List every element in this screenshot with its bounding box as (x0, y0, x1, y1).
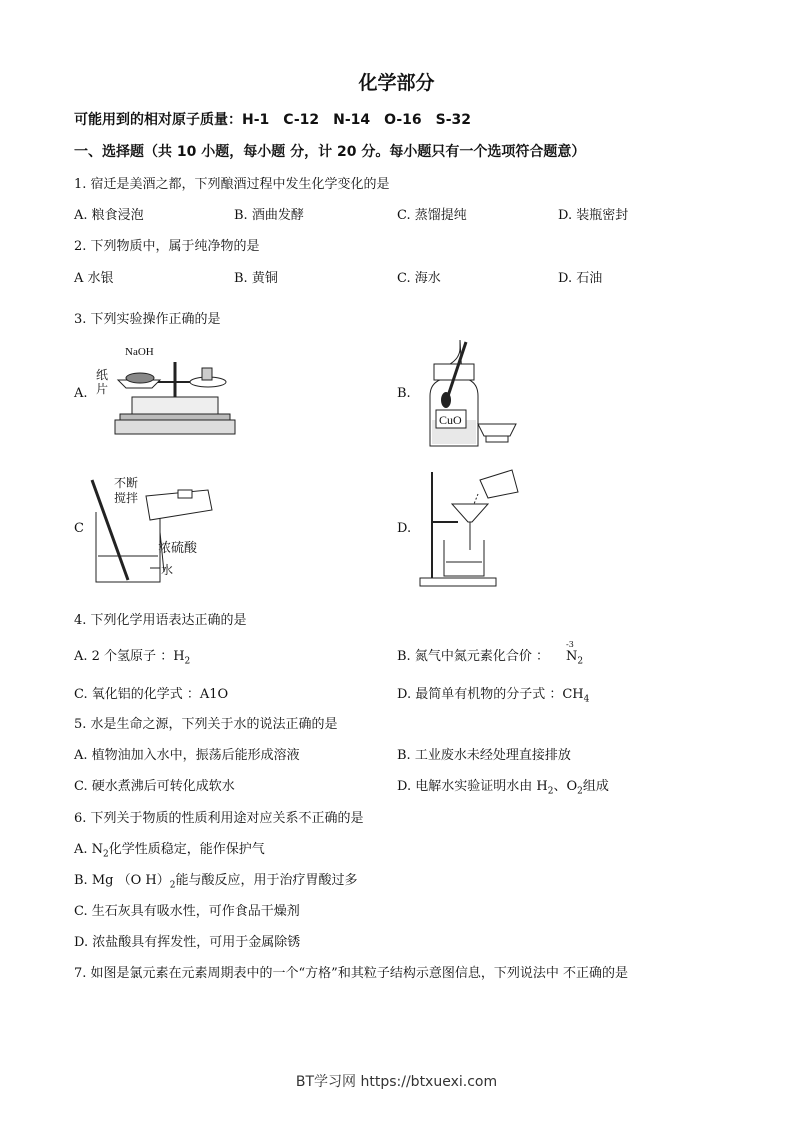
q4-option-b-valence: -3 (566, 640, 574, 649)
q1-option-a: A. 粮食浸泡 (74, 208, 144, 223)
q4-option-d: D. 最简单有机物的分子式 ：$CH_4$ (397, 687, 590, 705)
stir-label-1: 不断 (114, 476, 139, 490)
question-5: 5. 水是生命之源，下列关于水的说法正确的是 (74, 717, 338, 732)
question-4: 4. 下列化学用语表达正确的是 (74, 613, 247, 628)
q1-option-c: C. 蒸馏提纯 (397, 208, 467, 223)
q1-option-b: B. 酒曲发酵 (234, 208, 304, 223)
q3-option-c: C (74, 521, 84, 536)
q3-option-b: B. (397, 386, 411, 401)
atomic-masses: 可能用到的相对原子质量：H-1 C-12 N-14 O-16 S-32 (74, 112, 471, 128)
cuo-label: CuO (439, 413, 462, 427)
question-6: 6. 下列关于物质的性质利用途对应关系不正确的是 (74, 811, 364, 826)
q5-option-d: D. 电解水实验证明水由 $H_2$、$O_2$组成 (397, 779, 609, 797)
question-3: 3. 下列实验操作正确的是 (74, 312, 221, 327)
water-label: 水 (161, 563, 174, 577)
q2-option-a: A 水银 (74, 271, 114, 286)
question-2: 2. 下列物质中，属于纯净物的是 (74, 239, 260, 254)
page-title: 化学部分 (358, 72, 435, 94)
q4-option-b-formula: $N_2$ (566, 649, 584, 667)
q2-option-c: C. 海水 (397, 271, 441, 286)
bottle-figure (420, 338, 520, 450)
q2-option-d: D. 石油 (558, 271, 603, 286)
q2-option-b: B. 黄铜 (234, 271, 278, 286)
q5-option-c: C. 硬水煮沸后可转化成软水 (74, 779, 235, 794)
dilution-figure (88, 472, 228, 590)
q6-option-a: A. $N_2$化学性质稳定，能作保护气 (74, 842, 265, 860)
section-heading: 一、选择题（共 10 小题，每小题 分，计 20 分。每小题只有一个选项符合题意） (74, 144, 586, 160)
balance-figure (90, 342, 250, 442)
q1-option-d: D. 装瓶密封 (558, 208, 629, 223)
filtration-figure (418, 466, 528, 590)
q4-option-b: B. 氮气中氮元素化合价 ： (397, 649, 549, 664)
q6-option-b: B. Mg （O $H)_2$能与酸反应，用于治疗胃酸过多 (74, 873, 358, 891)
q6-option-d: D. 浓盐酸具有挥发性，可用于金属除锈 (74, 935, 301, 950)
q6-option-c: C. 生石灰具有吸水性，可作食品干燥剂 (74, 904, 300, 919)
q5-option-a: A. 植物油加入水中，振荡后能形成溶液 (74, 748, 300, 763)
q3-option-d: D. (397, 521, 412, 536)
q4-option-a: A. 2 个氢原子 ：$H_2$ (74, 649, 191, 667)
footer-watermark: BT学习网 https://btxuexi.com (295, 1074, 498, 1090)
acid-label: 浓硫酸 (158, 540, 198, 555)
question-7: 7. 如图是氯元素在元素周期表中的一个“方格”和其粒子结构示意图信息，下列说法中 不正确的是 (74, 966, 628, 981)
q3-option-a: A. (74, 386, 88, 401)
naoh-label: NaOH (125, 346, 154, 358)
paper-label-2: 片 (96, 382, 109, 396)
q4-option-c: C. 氧化铝的化学式 ：A1O (74, 687, 229, 702)
paper-label-1: 纸 (96, 368, 109, 382)
question-1: 1. 宿迁是美酒之都，下列酿酒过程中发生化学变化的是 (74, 177, 390, 192)
stir-label-2: 搅拌 (114, 491, 139, 505)
q5-option-b: B. 工业废水未经处理直接排放 (397, 748, 571, 763)
